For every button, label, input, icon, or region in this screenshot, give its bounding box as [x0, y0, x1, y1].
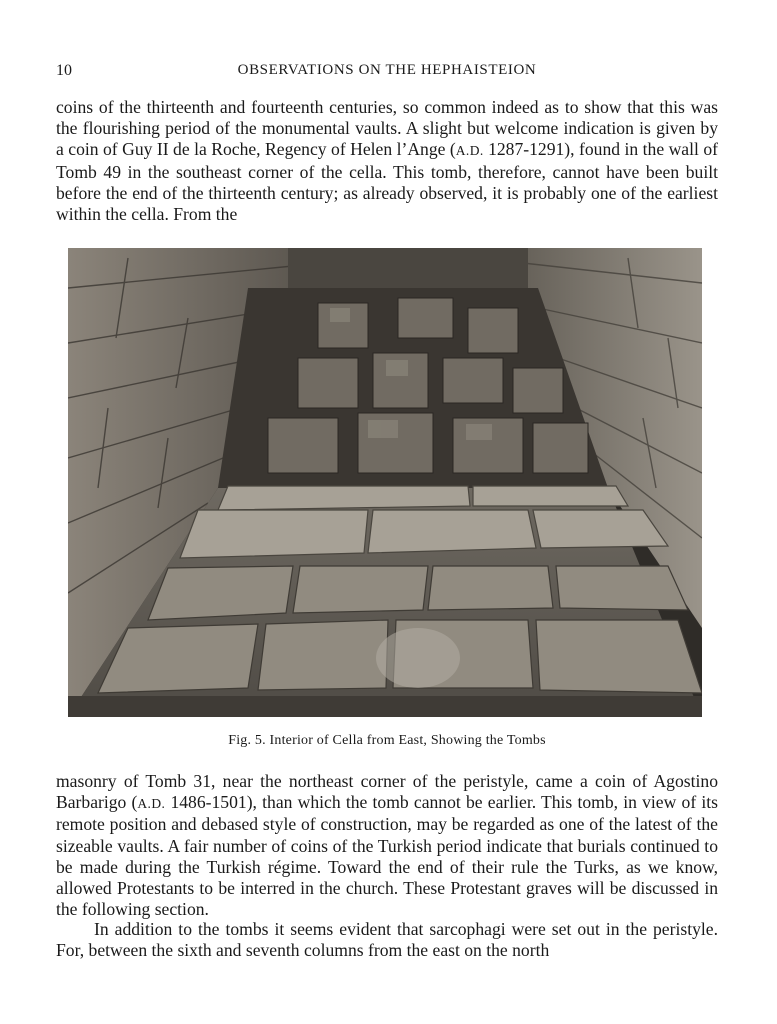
- paragraph-2-text-b: 1486-1501), than which the tomb cannot be earlier. This tomb, in view of its remote position and debased style of construction, may be regarded as one of the latest of the sizeable vaults. A fair number of coins of the Turkish period indicate that burials continued to be made during the Turkish régime. Toward the end of their rule the Turks, as we know, allowed Protestants to be interred in the church. These Protestant graves will be discussed in the following section.: [56, 792, 718, 920]
- body-paragraph-2: [56, 771, 718, 920]
- paragraph-1-text-b: 1287-1291), found in the wall of Tomb 49 in the southeast corner of the cella. This tomb, therefore, cannot have been built before the end of the thirteenth century; as already observed, it is probably one of the earliest within the cella. From the: [56, 139, 718, 225]
- cella-interior-photo: [68, 248, 702, 717]
- paragraph-2-text-a: masonry of Tomb 31, near the northeast corner of the peristyle, came a coin of Agostino Barbarigo (: [56, 771, 718, 813]
- era-abbreviation: A.D.: [137, 796, 166, 812]
- body-paragraph-3: In addition to the tombs it seems evident that sarcophagi were set out in the peristyle. For, between the sixth and seventh columns from the east on the north: [56, 919, 718, 961]
- running-title: OBSERVATIONS ON THE HEPHAISTEION: [237, 62, 537, 78]
- figure-photograph: [68, 248, 702, 717]
- page-number: 10: [56, 62, 72, 79]
- body-paragraph-1: [56, 97, 718, 225]
- running-head: [56, 62, 718, 84]
- figure-caption: Fig. 5. Interior of Cella from East, Showing the Tombs: [228, 733, 546, 748]
- paragraph-1-text-a: coins of the thirteenth and fourteenth centuries, so common indeed as to show that this was the flourishing period of the monumental vaults. A slight but welcome indication is given by a coin of Guy II de la Roche, Regency of Helen l’Ange (: [56, 97, 718, 160]
- era-abbreviation: A.D.: [455, 143, 484, 159]
